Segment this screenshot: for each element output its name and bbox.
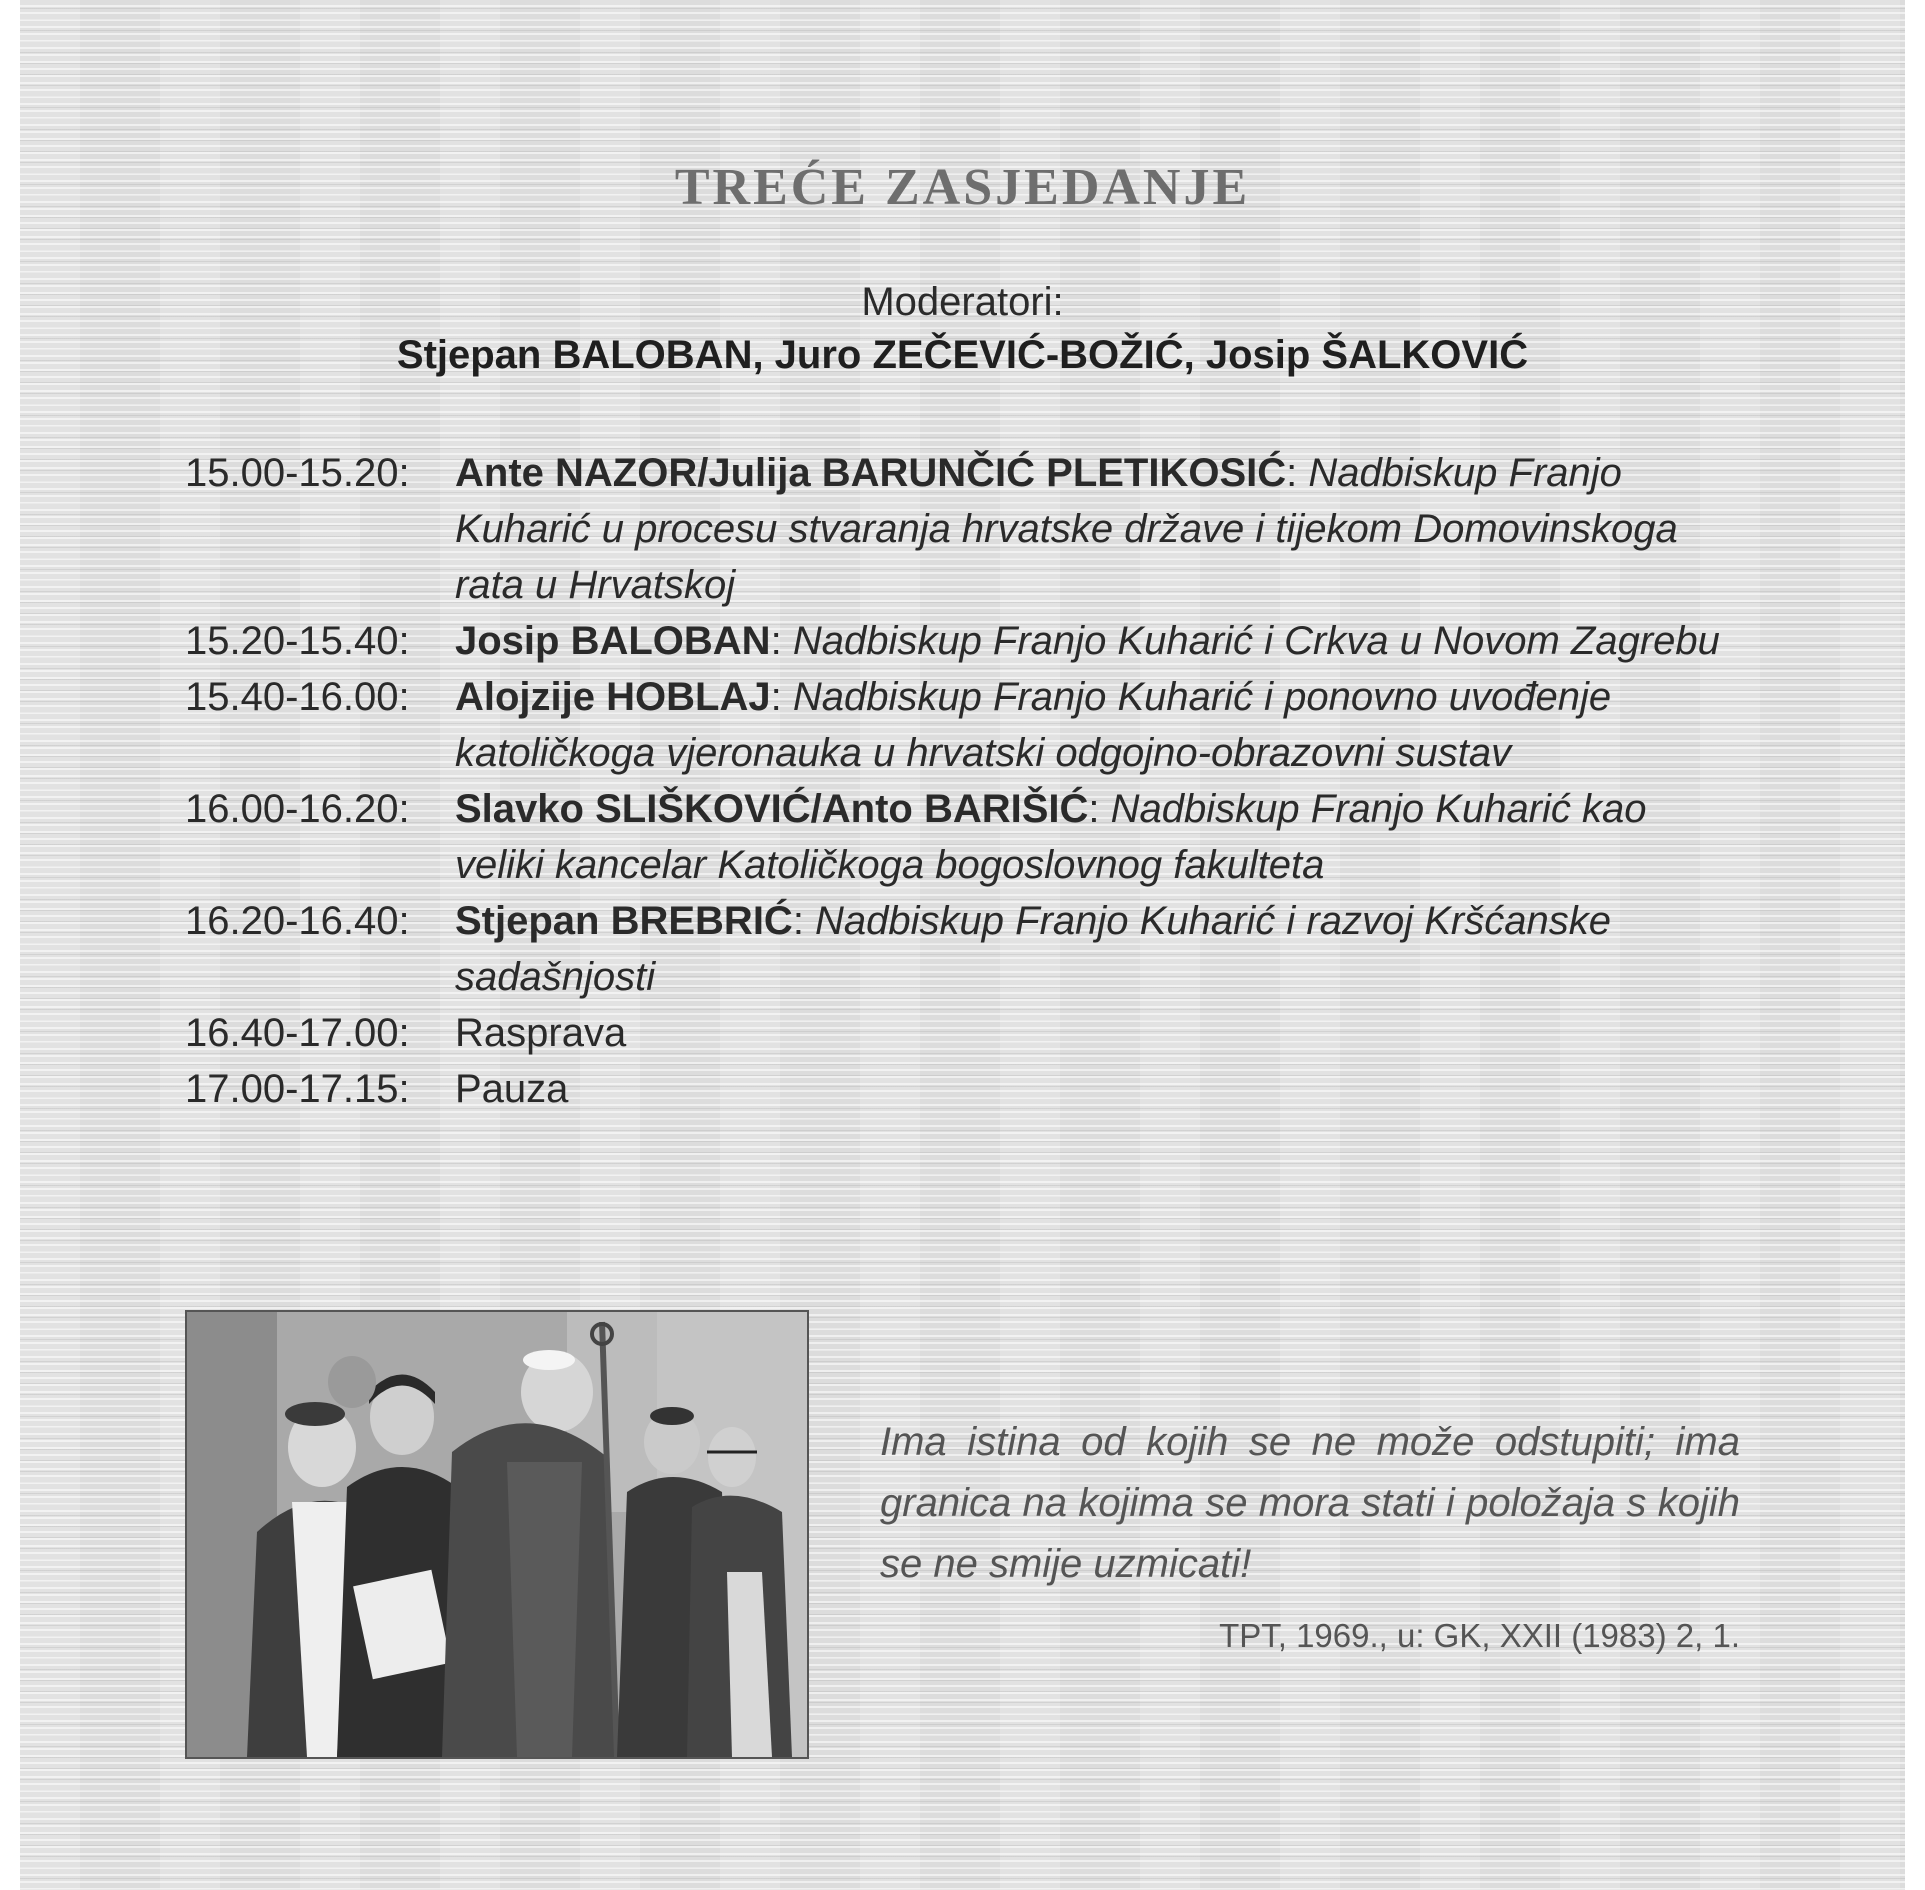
program-talk-title: Nadbiskup Franjo Kuharić i Crkva u Novom Zagrebu [792,619,1720,663]
program-speaker: Josip BALOBAN [455,619,771,663]
program-separator: : [770,675,793,719]
program-item [185,1061,1745,1117]
program-separator: : [770,619,793,663]
program-content [455,1005,1745,1061]
program-content [455,613,1745,669]
program-content [455,669,1745,781]
program-separator: : [792,899,816,943]
clergy-procession-photo [185,1310,809,1759]
program-time: 16.40-17.00: [185,1011,410,1055]
program-content [455,781,1745,893]
program-speaker: Slavko SLIŠKOVIĆ/Anto BARIŠIĆ [455,787,1089,831]
moderators-names: Stjepan BALOBAN, Juro ZEČEVIĆ-BOŽIĆ, Josip ŠALKOVIĆ [396,333,1529,377]
page-title: TREĆE ZASJEDANJE [674,159,1251,216]
program-time: 15.40-16.00: [185,675,410,719]
program-talk-title: Nadbiskup Franjo Kuharić i razvoj Kršćanske sadašnjosti [455,899,1611,999]
program-talk-title: Nadbiskup Franjo Kuharić i ponovno uvođenje katoličkoga vjeronauka u hrvatski odgojno-obrazovni sustav [455,675,1612,775]
quote-text: Ima istina od kojih se ne može odstupiti; ima granica na kojima se mora stati i položaja s kojih se ne smije uzmicati! [880,1420,1740,1586]
program-separator: : [1286,451,1309,495]
program-time: 15.20-15.40: [185,619,410,663]
program-item [185,445,1745,613]
program-talk-title: Nadbiskup Franjo Kuharić kao veliki kancelar Katoličkoga bogoslovnog fakulteta [455,787,1647,887]
moderators-label: Moderatori: [861,280,1064,324]
program-time: 17.00-17.15: [185,1067,410,1111]
program-item [185,669,1745,781]
program-time: 15.00-15.20: [185,451,410,495]
program-speaker: Stjepan BREBRIĆ [455,899,793,943]
photo-illustration [187,1312,807,1757]
program-content [455,1061,1745,1117]
program-talk-title: Nadbiskup Franjo Kuharić u procesu stvaranja hrvatske države i tijekom Domovinskoga rata u Hrvatskoj [455,451,1678,607]
program-content [455,893,1745,1005]
program-time: 16.20-16.40: [185,899,410,943]
program-speaker: Ante NAZOR/Julija BARUNČIĆ PLETIKOSIĆ [455,451,1287,495]
program-item [185,613,1745,669]
program-list [185,445,1745,1117]
program-item [185,893,1745,1005]
program-text: Pauza [455,1067,569,1111]
program-text: Rasprava [455,1011,627,1055]
program-separator: : [1088,787,1111,831]
program-content [455,445,1745,613]
quote-source: TPT, 1969., u: GK, XXII (1983) 2, 1. [1219,1617,1740,1654]
program-item [185,781,1745,893]
program-speaker: Alojzije HOBLAJ [455,675,771,719]
program-time: 16.00-16.20: [185,787,410,831]
program-item [185,1005,1745,1061]
